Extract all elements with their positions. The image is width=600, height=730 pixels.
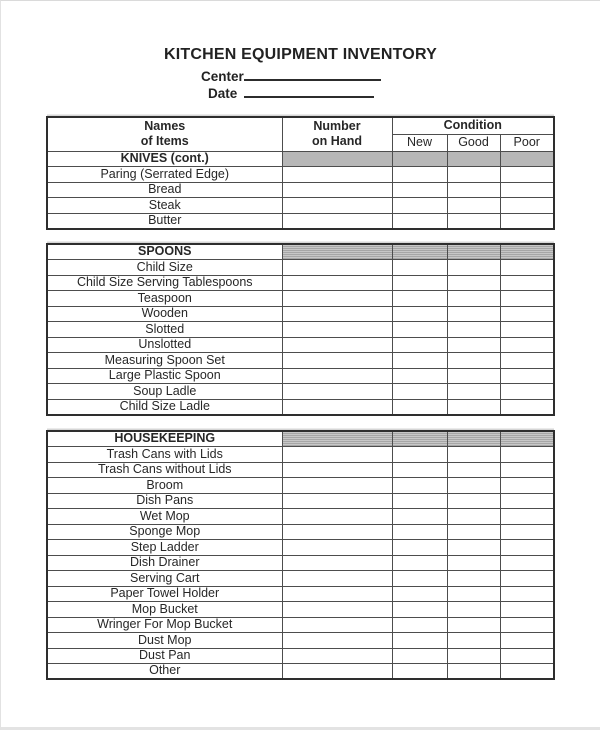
table-row [47, 291, 554, 307]
condition-poor-cell [500, 478, 554, 494]
condition-poor-cell [500, 368, 554, 384]
number-on-hand-cell [282, 322, 392, 338]
table-row [47, 524, 554, 540]
condition-new-cell [392, 198, 447, 214]
number-header-line1: Number [313, 119, 361, 134]
condition-good-cell [447, 291, 500, 307]
condition-good-cell [447, 555, 500, 571]
condition-poor-cell [500, 384, 554, 400]
table-row [47, 198, 554, 214]
item-name-cell: Dish Drainer [47, 555, 282, 571]
number-on-hand-header [282, 117, 392, 151]
condition-good-cell [447, 384, 500, 400]
number-on-hand-cell [282, 586, 392, 602]
condition-new-cell [392, 275, 447, 291]
number-on-hand-cell [282, 648, 392, 664]
condition-new-cell [392, 617, 447, 633]
table-row [47, 337, 554, 353]
date-label: Date [208, 86, 238, 101]
number-header-line2: on Hand [312, 134, 362, 149]
form-title: KITCHEN EQUIPMENT INVENTORY [164, 46, 437, 63]
condition-poor-header: Poor [500, 134, 554, 151]
condition-new-cell [392, 399, 447, 415]
table-row [47, 353, 554, 369]
condition-good-cell [447, 602, 500, 618]
item-name-cell: Dust Mop [47, 633, 282, 649]
condition-new-cell [392, 540, 447, 556]
condition-good-cell [447, 664, 500, 680]
item-name-cell: Steak [47, 198, 282, 214]
section-condition-new-fill-cell [392, 431, 447, 447]
item-name-cell: Trash Cans without Lids [47, 462, 282, 478]
condition-good-cell [447, 493, 500, 509]
item-name-cell: Child Size Ladle [47, 399, 282, 415]
table-row [47, 260, 554, 276]
table-row [47, 462, 554, 478]
condition-good-cell [447, 617, 500, 633]
item-name-cell: Wooden [47, 306, 282, 322]
table-row [47, 399, 554, 415]
condition-poor-cell [500, 447, 554, 463]
item-name-cell: Soup Ladle [47, 384, 282, 400]
section-condition-poor-fill-cell [500, 431, 554, 447]
number-on-hand-cell [282, 306, 392, 322]
item-name-cell: Paper Towel Holder [47, 586, 282, 602]
number-on-hand-cell [282, 260, 392, 276]
condition-new-cell [392, 384, 447, 400]
condition-good-cell [447, 633, 500, 649]
condition-new-cell [392, 182, 447, 198]
table-row [47, 275, 554, 291]
table-row [47, 555, 554, 571]
number-on-hand-cell [282, 478, 392, 494]
condition-good-cell [447, 182, 500, 198]
condition-new-cell [392, 555, 447, 571]
number-on-hand-cell [282, 198, 392, 214]
condition-good-cell [447, 462, 500, 478]
condition-good-cell [447, 478, 500, 494]
condition-poor-cell [500, 182, 554, 198]
condition-poor-cell [500, 399, 554, 415]
condition-poor-cell [500, 322, 554, 338]
condition-poor-cell [500, 633, 554, 649]
condition-new-cell [392, 462, 447, 478]
section-condition-good-fill-cell [447, 151, 500, 167]
condition-new-cell [392, 260, 447, 276]
names-header-line1: Names [144, 119, 186, 134]
section-header-row [47, 431, 554, 447]
item-name-cell: Wringer For Mop Bucket [47, 617, 282, 633]
table-row [47, 617, 554, 633]
condition-good-cell [447, 322, 500, 338]
condition-new-cell [392, 167, 447, 183]
number-on-hand-cell [282, 509, 392, 525]
table-row [47, 182, 554, 198]
condition-good-header: Good [447, 134, 500, 151]
number-on-hand-cell [282, 633, 392, 649]
number-on-hand-cell [282, 524, 392, 540]
number-on-hand-cell [282, 291, 392, 307]
number-on-hand-cell [282, 462, 392, 478]
section-condition-good-fill-cell [447, 431, 500, 447]
table-row [47, 602, 554, 618]
condition-poor-cell [500, 291, 554, 307]
table-row [47, 664, 554, 680]
condition-good-cell [447, 586, 500, 602]
condition-poor-cell [500, 617, 554, 633]
number-on-hand-cell [282, 493, 392, 509]
condition-new-cell [392, 509, 447, 525]
condition-good-cell [447, 275, 500, 291]
number-on-hand-cell [282, 555, 392, 571]
condition-new-cell [392, 633, 447, 649]
condition-good-cell [447, 167, 500, 183]
condition-poor-cell [500, 493, 554, 509]
date-blank-line [244, 84, 374, 98]
section-condition-poor-fill-cell [500, 151, 554, 167]
number-on-hand-cell [282, 617, 392, 633]
condition-good-cell [447, 198, 500, 214]
section-condition-poor-fill-cell [500, 244, 554, 260]
section-header-cell: KNIVES (cont.) [47, 151, 282, 167]
table-row [47, 648, 554, 664]
inventory-table-spoons [46, 243, 555, 416]
names-header-line2: of Items [140, 134, 189, 149]
condition-good-cell [447, 509, 500, 525]
condition-new-cell [392, 368, 447, 384]
condition-good-cell [447, 571, 500, 587]
condition-good-cell [447, 648, 500, 664]
table-row [47, 167, 554, 183]
number-on-hand-cell [282, 540, 392, 556]
condition-new-cell [392, 478, 447, 494]
condition-poor-cell [500, 648, 554, 664]
condition-poor-cell [500, 167, 554, 183]
condition-poor-cell [500, 462, 554, 478]
table-row [47, 384, 554, 400]
number-on-hand-cell [282, 213, 392, 229]
item-name-cell: Slotted [47, 322, 282, 338]
condition-header: Condition [392, 117, 554, 134]
item-name-cell: Broom [47, 478, 282, 494]
item-name-cell: Child Size Serving Tablespoons [47, 275, 282, 291]
table-row [47, 540, 554, 556]
section-header-row [47, 151, 554, 167]
item-name-cell: Paring (Serrated Edge) [47, 167, 282, 183]
condition-poor-cell [500, 555, 554, 571]
condition-poor-cell [500, 275, 554, 291]
section-condition-new-fill-cell [392, 244, 447, 260]
item-name-cell: Sponge Mop [47, 524, 282, 540]
number-on-hand-cell [282, 275, 392, 291]
condition-new-cell [392, 353, 447, 369]
condition-good-cell [447, 524, 500, 540]
column-header-row [47, 117, 554, 134]
item-name-cell: Teaspoon [47, 291, 282, 307]
section-header-row [47, 244, 554, 260]
number-on-hand-cell [282, 399, 392, 415]
item-name-cell: Dust Pan [47, 648, 282, 664]
number-on-hand-cell [282, 368, 392, 384]
condition-good-cell [447, 260, 500, 276]
item-name-cell: Butter [47, 213, 282, 229]
condition-poor-cell [500, 664, 554, 680]
condition-new-header: New [392, 134, 447, 151]
table-row [47, 633, 554, 649]
number-on-hand-cell [282, 353, 392, 369]
condition-poor-cell [500, 353, 554, 369]
section-condition-new-fill-cell [392, 151, 447, 167]
number-on-hand-cell [282, 447, 392, 463]
section-number-on-hand-fill-cell [282, 431, 392, 447]
item-name-cell: Child Size [47, 260, 282, 276]
item-name-cell: Dish Pans [47, 493, 282, 509]
condition-new-cell [392, 524, 447, 540]
condition-poor-cell [500, 586, 554, 602]
section-number-on-hand-fill-cell [282, 151, 392, 167]
condition-poor-cell [500, 213, 554, 229]
names-of-items-header [47, 117, 282, 151]
item-name-cell: Large Plastic Spoon [47, 368, 282, 384]
condition-poor-cell [500, 198, 554, 214]
center-label: Center [201, 69, 244, 84]
condition-new-cell [392, 586, 447, 602]
condition-new-cell [392, 493, 447, 509]
item-name-cell: Serving Cart [47, 571, 282, 587]
condition-poor-cell [500, 602, 554, 618]
condition-good-cell [447, 213, 500, 229]
condition-poor-cell [500, 260, 554, 276]
condition-new-cell [392, 664, 447, 680]
condition-good-cell [447, 337, 500, 353]
table-row [47, 478, 554, 494]
table-row [47, 213, 554, 229]
condition-new-cell [392, 648, 447, 664]
table-row [47, 306, 554, 322]
section-header-cell: HOUSEKEEPING [47, 431, 282, 447]
section-condition-good-fill-cell [447, 244, 500, 260]
condition-new-cell [392, 322, 447, 338]
item-name-cell: Trash Cans with Lids [47, 447, 282, 463]
item-name-cell: Step Ladder [47, 540, 282, 556]
table-row [47, 509, 554, 525]
item-name-cell: Wet Mop [47, 509, 282, 525]
item-name-cell: Measuring Spoon Set [47, 353, 282, 369]
table-row [47, 322, 554, 338]
inventory-table-housekeeping [46, 430, 555, 680]
table-row [47, 571, 554, 587]
condition-new-cell [392, 602, 447, 618]
date-field [208, 84, 374, 101]
condition-new-cell [392, 571, 447, 587]
number-on-hand-cell [282, 571, 392, 587]
condition-good-cell [447, 447, 500, 463]
section-header-cell: SPOONS [47, 244, 282, 260]
table-row [47, 586, 554, 602]
condition-new-cell [392, 447, 447, 463]
condition-new-cell [392, 291, 447, 307]
condition-good-cell [447, 540, 500, 556]
condition-new-cell [392, 306, 447, 322]
table-row [47, 368, 554, 384]
item-name-cell: Bread [47, 182, 282, 198]
section-number-on-hand-fill-cell [282, 244, 392, 260]
condition-good-cell [447, 306, 500, 322]
item-name-cell: Mop Bucket [47, 602, 282, 618]
condition-good-cell [447, 353, 500, 369]
number-on-hand-cell [282, 337, 392, 353]
condition-good-cell [447, 399, 500, 415]
condition-poor-cell [500, 306, 554, 322]
inventory-table-knives [46, 116, 555, 230]
center-field [201, 67, 381, 84]
table-row [47, 493, 554, 509]
number-on-hand-cell [282, 664, 392, 680]
number-on-hand-cell [282, 182, 392, 198]
condition-poor-cell [500, 337, 554, 353]
number-on-hand-cell [282, 384, 392, 400]
item-name-cell: Other [47, 664, 282, 680]
number-on-hand-cell [282, 167, 392, 183]
condition-good-cell [447, 368, 500, 384]
table-row [47, 447, 554, 463]
condition-new-cell [392, 337, 447, 353]
condition-poor-cell [500, 509, 554, 525]
center-blank-line [244, 67, 381, 81]
condition-poor-cell [500, 571, 554, 587]
item-name-cell: Unslotted [47, 337, 282, 353]
condition-new-cell [392, 213, 447, 229]
condition-poor-cell [500, 540, 554, 556]
condition-poor-cell [500, 524, 554, 540]
number-on-hand-cell [282, 602, 392, 618]
